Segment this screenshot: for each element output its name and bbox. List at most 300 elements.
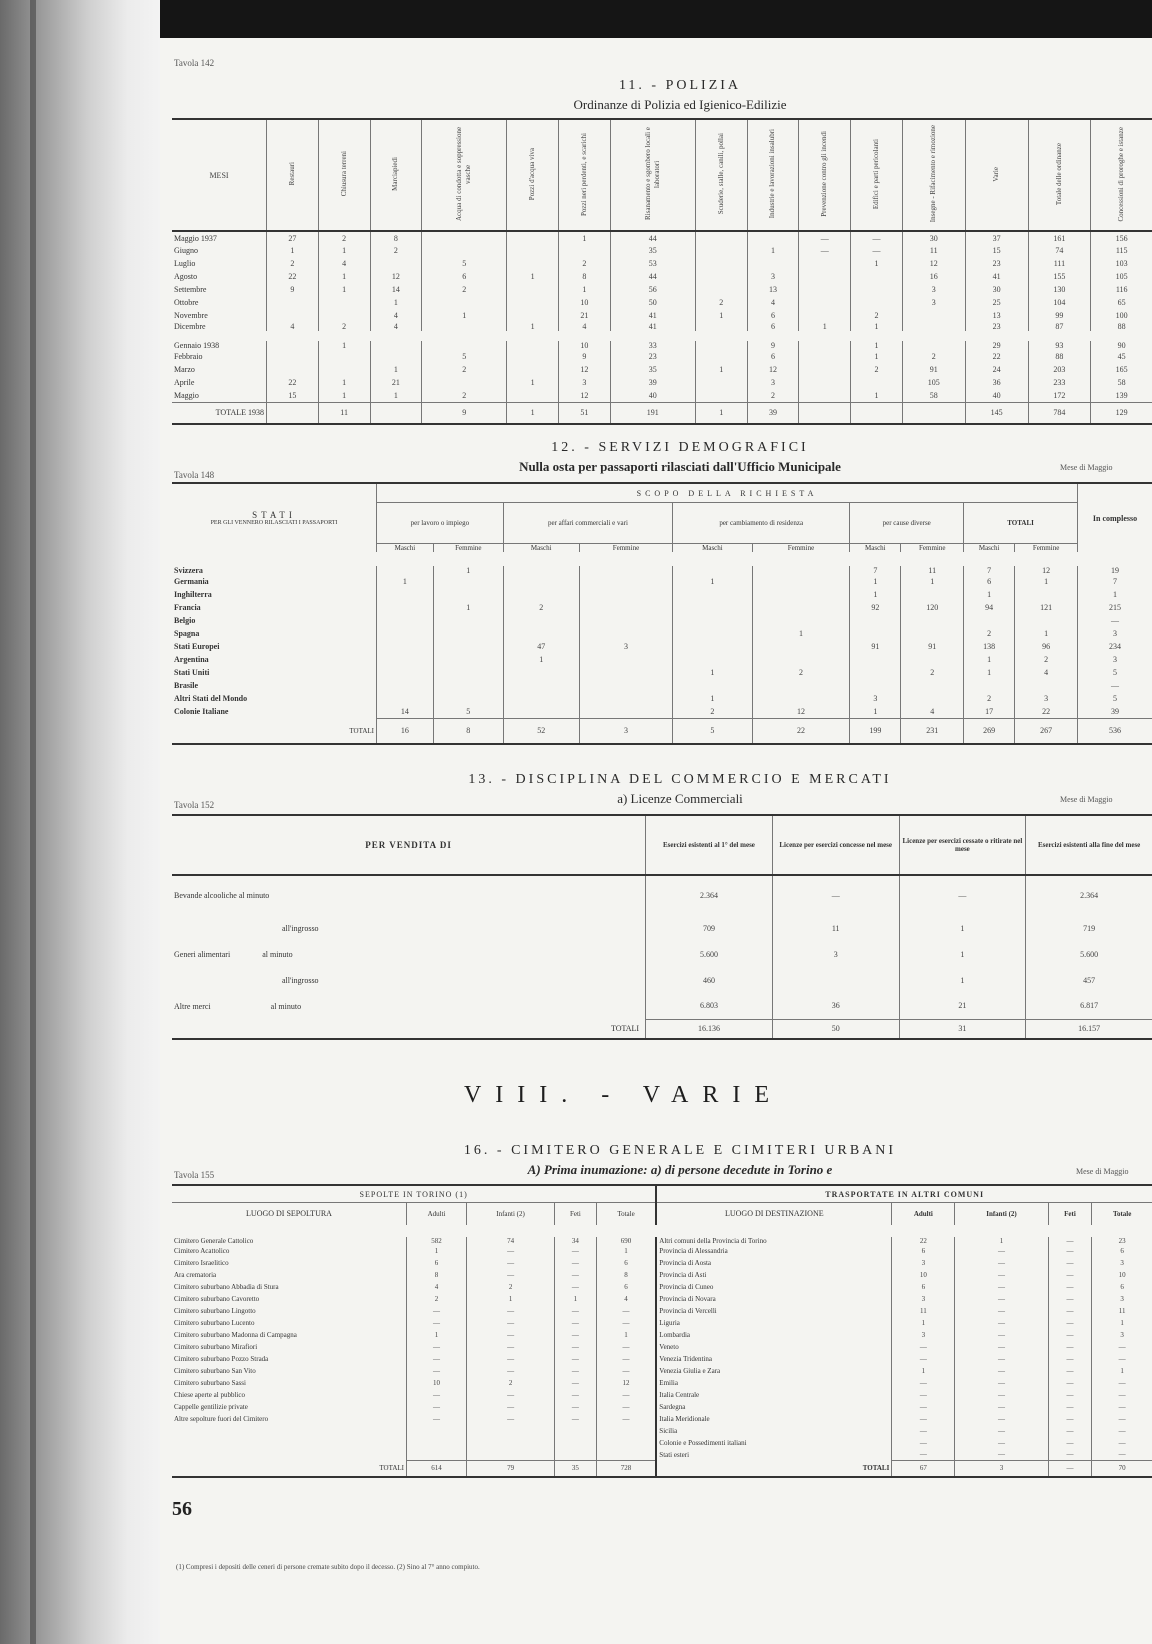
polizia-cell	[318, 363, 370, 376]
polizia-cell: 23	[965, 322, 1028, 336]
polizia-cell: 44	[610, 231, 695, 244]
polizia-cell	[422, 244, 507, 257]
varie-title: VIII. - VARIE	[463, 1082, 784, 1108]
polizia-cell	[507, 231, 559, 244]
demo-cell: 1	[964, 653, 1015, 666]
demo-group-header: per affari commerciali e vari	[503, 503, 672, 544]
polizia-row	[172, 270, 1152, 283]
comm-cell: 2.364	[646, 875, 773, 915]
polizia-cell	[902, 336, 965, 350]
polizia-table	[172, 118, 1152, 425]
demo-cell	[752, 601, 850, 614]
polizia-row	[172, 309, 1152, 322]
polizia-col-header	[422, 119, 507, 231]
polizia-col-label: Varie	[992, 166, 1001, 182]
sepoltura-cell: —	[467, 1341, 555, 1353]
sepoltura-cell: —	[407, 1341, 467, 1353]
demo-cell: 3	[1078, 627, 1152, 640]
polizia-cell: 1	[422, 309, 507, 322]
demo-total-cell: 22	[752, 718, 850, 744]
polizia-cell: 45	[1091, 350, 1152, 363]
polizia-cell: 4	[370, 322, 422, 336]
empty-cell	[407, 1437, 467, 1449]
sepoltura-cell: —	[596, 1401, 656, 1413]
demo-total-row	[172, 718, 1152, 744]
demo-row	[172, 640, 1152, 653]
polizia-cell: 15	[965, 244, 1028, 257]
maschi-header: Maschi	[503, 544, 579, 560]
destinazione-cell: 1	[892, 1365, 955, 1377]
comm-cell	[772, 967, 899, 993]
sepoltura-cell: 34	[555, 1231, 597, 1245]
polizia-cell: 41	[965, 270, 1028, 283]
comm-row-totali	[172, 1019, 1152, 1039]
polizia-cell: 16	[902, 270, 965, 283]
demo-cell	[433, 692, 503, 705]
polizia-row	[172, 296, 1152, 309]
polizia-cell: 103	[1091, 257, 1152, 270]
demo-cell: 7	[1078, 575, 1152, 588]
trasportate-total-cell: 70	[1092, 1461, 1152, 1477]
demo-cell	[377, 588, 434, 601]
sepoltura-cell: —	[467, 1317, 555, 1329]
polizia-cell: 12	[902, 257, 965, 270]
demo-cell: 7	[850, 559, 901, 575]
polizia-month: Agosto	[174, 272, 198, 281]
empty-cell	[467, 1437, 555, 1449]
sepoltura-cell: —	[467, 1413, 555, 1425]
mesi-header: MESI	[209, 170, 229, 180]
destinazione-label: Lombardia	[656, 1329, 892, 1341]
comm-row-bevande	[172, 875, 1152, 915]
demo-cell	[901, 692, 964, 705]
destinazione-cell: —	[892, 1389, 955, 1401]
polizia-cell: 3	[559, 376, 611, 389]
demo-cell: 2	[503, 601, 579, 614]
polizia-month: Giugno	[174, 246, 198, 255]
sepoltura-cell: 1	[407, 1245, 467, 1257]
polizia-row	[172, 376, 1152, 389]
comm-cell: 1	[899, 941, 1026, 967]
cim-row	[172, 1365, 1152, 1377]
complesso-header: In complesso	[1078, 483, 1152, 559]
polizia-cell	[422, 296, 507, 309]
polizia-cell: 1	[507, 322, 559, 336]
cim-col-header: Infanti (2)	[467, 1203, 555, 1231]
demo-cell: 3	[579, 640, 672, 653]
destinazione-cell: 6	[892, 1245, 955, 1257]
demo-cell: —	[1078, 679, 1152, 692]
polizia-cell	[422, 376, 507, 389]
destinazione-cell: —	[955, 1245, 1048, 1257]
demo-cell	[850, 627, 901, 640]
demo-cell	[503, 575, 579, 588]
demo-cell	[579, 601, 672, 614]
maschi-header: Maschi	[964, 544, 1015, 560]
sepoltura-cell: —	[555, 1365, 597, 1377]
comm-col-header: Licenze per esercizi concesse nel mese	[772, 815, 899, 875]
comm-cell: 2.364	[1026, 875, 1152, 915]
polizia-cell	[318, 296, 370, 309]
comm-cell: 11	[772, 915, 899, 941]
demo-cell	[964, 614, 1015, 627]
sepoltura-cell: —	[596, 1341, 656, 1353]
sepoltura-cell: 8	[596, 1269, 656, 1281]
demo-cell	[579, 588, 672, 601]
destinazione-label: Venezia Giulia e Zara	[656, 1365, 892, 1377]
empty-cell	[596, 1449, 656, 1461]
polizia-cell: 21	[370, 376, 422, 389]
demo-cell: 17	[964, 705, 1015, 718]
demo-cell: 4	[1015, 666, 1078, 679]
polizia-col-label: Scuderie, stalle, canili, pollai	[716, 133, 725, 215]
polizia-cell: 88	[1028, 350, 1091, 363]
polizia-month: Dicembre	[174, 322, 206, 331]
sepoltura-cell: 4	[407, 1281, 467, 1293]
destinazione-cell: 1	[1092, 1365, 1152, 1377]
demo-cell	[752, 692, 850, 705]
cim-row	[172, 1425, 1152, 1437]
polizia-total-cell: 39	[747, 402, 799, 424]
destinazione-cell: 6	[1092, 1281, 1152, 1293]
demo-cell: 1	[964, 666, 1015, 679]
sepoltura-cell: —	[555, 1413, 597, 1425]
polizia-cell: 1	[318, 270, 370, 283]
tavola-label: Tavola 142	[174, 58, 215, 68]
destinazione-cell: —	[955, 1365, 1048, 1377]
polizia-cell: 2	[559, 257, 611, 270]
polizia-cell: 99	[1028, 309, 1091, 322]
demo-cell: 5	[433, 705, 503, 718]
demo-cell	[579, 614, 672, 627]
polizia-total-cell	[902, 402, 965, 424]
destinazione-cell: —	[955, 1449, 1048, 1461]
destinazione-label: Provincia di Novara	[656, 1293, 892, 1305]
comm-cell: 1	[899, 967, 1026, 993]
destinazione-cell: 23	[1092, 1231, 1152, 1245]
demo-cell: 91	[901, 640, 964, 653]
cimitero-subtitle: A) Prima inumazione: a) di persone decedute in Torino e	[527, 1162, 833, 1177]
destinazione-label: Provincia di Vercelli	[656, 1305, 892, 1317]
comm-sub-label: al minuto	[262, 949, 293, 959]
comm-cell: 50	[772, 1019, 899, 1039]
sepoltura-label: Chiese aperte al pubblico	[174, 1390, 245, 1399]
polizia-col-header	[610, 119, 695, 231]
polizia-cell: 10	[559, 336, 611, 350]
polizia-cell: 12	[747, 363, 799, 376]
demo-cell	[503, 692, 579, 705]
polizia-cell: 1	[851, 336, 903, 350]
polizia-cell: 30	[965, 283, 1028, 296]
sepoltura-label: Cimitero suburbano Pozzo Strada	[174, 1354, 269, 1363]
destinazione-cell: —	[1048, 1401, 1092, 1413]
polizia-cell: 3	[902, 296, 965, 309]
luogo-sepoltura-header: LUOGO DI SEPOLTURA	[246, 1209, 332, 1219]
polizia-col-label: Pozzi neri perdenti, e scarichi	[579, 132, 588, 216]
demo-cell	[1015, 679, 1078, 692]
polizia-row	[172, 283, 1152, 296]
demo-total-cell: 536	[1078, 718, 1152, 744]
polizia-cell: 6	[747, 322, 799, 336]
destinazione-cell: —	[1048, 1449, 1092, 1461]
sepoltura-cell: —	[467, 1257, 555, 1269]
sepoltura-cell: —	[407, 1305, 467, 1317]
polizia-col-label: Pozzi d'acqua viva	[528, 147, 537, 201]
destinazione-cell: —	[955, 1281, 1048, 1293]
stati-header: STATI PER GLI VENNERO RILASCIATI I PASSAPORTI	[210, 510, 338, 526]
demo-cell	[673, 559, 752, 575]
demo-total-cell: 3	[579, 718, 672, 744]
polizia-cell	[422, 322, 507, 336]
demo-cell	[673, 588, 752, 601]
demo-cell: 1	[673, 666, 752, 679]
cim-row	[172, 1269, 1152, 1281]
demo-row	[172, 627, 1152, 640]
polizia-cell: 1	[851, 389, 903, 402]
polizia-total-label: TOTALE 1938	[215, 408, 264, 418]
polizia-cell: 139	[1091, 389, 1152, 402]
destinazione-label: Veneto	[656, 1341, 892, 1353]
polizia-cell: 35	[610, 244, 695, 257]
polizia-row	[172, 363, 1152, 376]
demo-cell: 1	[673, 575, 752, 588]
demo-cell	[752, 614, 850, 627]
destinazione-cell: 3	[1092, 1329, 1152, 1341]
demo-cell	[850, 653, 901, 666]
demo-row	[172, 601, 1152, 614]
demo-cell	[1015, 588, 1078, 601]
femmine-header: Femmine	[579, 544, 672, 560]
sepolte-total-cell: 79	[467, 1461, 555, 1477]
demo-cell: 1	[1078, 588, 1152, 601]
polizia-col-label: Concessioni di proroghe e istanze	[1117, 126, 1126, 222]
polizia-month: Settembre	[174, 285, 207, 294]
comm-group-label: Generi alimentari	[174, 949, 231, 959]
destinazione-cell: 6	[892, 1281, 955, 1293]
polizia-cell	[507, 244, 559, 257]
polizia-cell: 203	[1028, 363, 1091, 376]
polizia-total-cell: 1	[507, 402, 559, 424]
demo-cell	[433, 614, 503, 627]
comm-cell: 31	[899, 1019, 1026, 1039]
polizia-cell	[799, 389, 851, 402]
polizia-cell: 115	[1091, 244, 1152, 257]
empty-cell	[596, 1425, 656, 1437]
polizia-cell: 1	[507, 270, 559, 283]
sepoltura-cell: —	[596, 1389, 656, 1401]
sepolte-header: SEPOLTE IN TORINO (1)	[359, 1189, 468, 1199]
demo-cell: 1	[901, 575, 964, 588]
comm-col-header: Esercizi esistenti alla fine del mese	[1026, 815, 1152, 875]
sepoltura-cell: —	[555, 1341, 597, 1353]
polizia-cell: 2	[422, 363, 507, 376]
cim-row	[172, 1257, 1152, 1269]
sepoltura-label: Cimitero suburbano Sassi	[174, 1378, 246, 1387]
polizia-cell	[747, 231, 799, 244]
polizia-cell: 100	[1091, 309, 1152, 322]
cim-row	[172, 1413, 1152, 1425]
polizia-col-label: Edifici e parti pericolanti	[871, 138, 880, 210]
femmine-header: Femmine	[901, 544, 964, 560]
femmine-header: Femmine	[752, 544, 850, 560]
destinazione-cell: —	[1048, 1245, 1092, 1257]
demo-cell: 92	[850, 601, 901, 614]
polizia-cell: 90	[1091, 336, 1152, 350]
destinazione-cell: —	[1048, 1257, 1092, 1269]
polizia-cell: 5	[422, 257, 507, 270]
polizia-cell: 105	[902, 376, 965, 389]
polizia-row	[172, 389, 1152, 402]
sepoltura-cell: 6	[407, 1257, 467, 1269]
demo-stato: Belgio	[174, 616, 196, 625]
polizia-total-cell: 11	[318, 402, 370, 424]
polizia-cell: 2	[318, 322, 370, 336]
sepoltura-cell: —	[407, 1389, 467, 1401]
destinazione-cell: —	[955, 1329, 1048, 1341]
demografici-tavola: Tavola 148	[174, 470, 215, 480]
polizia-cell	[422, 231, 507, 244]
cim-col-header: Feti	[555, 1203, 597, 1231]
destinazione-cell: —	[955, 1293, 1048, 1305]
demo-cell	[433, 653, 503, 666]
polizia-cell: 13	[965, 309, 1028, 322]
polizia-cell	[370, 336, 422, 350]
polizia-col-label: Chiusura terreni	[339, 151, 348, 197]
polizia-cell: 4	[559, 322, 611, 336]
sepoltura-cell: —	[467, 1401, 555, 1413]
destinazione-cell: —	[1048, 1341, 1092, 1353]
demo-row	[172, 614, 1152, 627]
demo-cell: 91	[850, 640, 901, 653]
polizia-cell	[695, 376, 747, 389]
polizia-cell: 1	[318, 389, 370, 402]
sepoltura-cell: —	[555, 1305, 597, 1317]
polizia-cell: 37	[965, 231, 1028, 244]
demo-cell	[579, 679, 672, 692]
polizia-total-cell: 191	[610, 402, 695, 424]
polizia-cell: 155	[1028, 270, 1091, 283]
comm-row-altre-ingrosso	[172, 967, 1152, 993]
comm-cell: 21	[899, 993, 1026, 1019]
destinazione-cell: 1	[892, 1317, 955, 1329]
sepoltura-label: Cimitero suburbano Lingotto	[174, 1306, 256, 1315]
sepolte-total-cell: 728	[596, 1461, 656, 1477]
trasportate-total-cell: —	[1048, 1461, 1092, 1477]
demo-row	[172, 705, 1152, 718]
polizia-cell	[507, 257, 559, 270]
destinazione-label: Provincia di Asti	[656, 1269, 892, 1281]
polizia-cell	[507, 350, 559, 363]
polizia-cell: 40	[610, 389, 695, 402]
polizia-cell: 2	[318, 231, 370, 244]
destinazione-cell: —	[1048, 1231, 1092, 1245]
destinazione-label: Italia Centrale	[656, 1389, 892, 1401]
book-binding	[0, 0, 160, 1644]
demo-cell: 215	[1078, 601, 1152, 614]
polizia-cell: 11	[902, 244, 965, 257]
demo-cell: 5	[1078, 666, 1152, 679]
polizia-col-label: Marciapiedi	[391, 157, 400, 191]
polizia-cell	[851, 376, 903, 389]
demo-cell: 1	[433, 601, 503, 614]
polizia-col-label: Industrie e lavorazioni insalubri	[768, 129, 777, 219]
top-dark-band	[0, 0, 1152, 42]
destinazione-cell: —	[892, 1353, 955, 1365]
polizia-cell: 3	[902, 283, 965, 296]
demo-cell	[850, 614, 901, 627]
demo-cell: 2	[901, 666, 964, 679]
polizia-cell: 44	[610, 270, 695, 283]
destinazione-cell: —	[1092, 1377, 1152, 1389]
sepoltura-cell: —	[467, 1305, 555, 1317]
polizia-cell	[851, 296, 903, 309]
cim-row	[172, 1437, 1152, 1449]
polizia-cell	[695, 350, 747, 363]
polizia-cell: —	[799, 244, 851, 257]
polizia-cell	[902, 322, 965, 336]
comm-cell: 5.600	[1026, 941, 1152, 967]
demografici-title: 12. - SERVIZI DEMOGRAFICI	[551, 440, 809, 455]
destinazione-cell: 3	[892, 1257, 955, 1269]
sepoltura-cell: 12	[596, 1377, 656, 1389]
demo-cell	[752, 679, 850, 692]
polizia-cell	[799, 257, 851, 270]
demo-cell: 39	[1078, 705, 1152, 718]
destinazione-cell: —	[892, 1425, 955, 1437]
polizia-cell	[507, 389, 559, 402]
polizia-cell: 6	[747, 350, 799, 363]
polizia-total-cell	[851, 402, 903, 424]
sepoltura-cell: —	[467, 1329, 555, 1341]
cim-row	[172, 1449, 1152, 1461]
comm-col-header: Licenze per esercizi cessate o ritirate nel mese	[899, 815, 1026, 875]
polizia-cell	[695, 231, 747, 244]
demo-cell: 94	[964, 601, 1015, 614]
demo-cell	[377, 653, 434, 666]
polizia-cell: 105	[1091, 270, 1152, 283]
destinazione-cell: —	[892, 1437, 955, 1449]
sepoltura-cell: 10	[407, 1377, 467, 1389]
polizia-cell	[267, 350, 319, 363]
commercio-title: 13. - DISCIPLINA DEL COMMERCIO E MERCATI	[468, 772, 892, 787]
demo-cell: 1	[850, 705, 901, 718]
sepoltura-label: Cappelle gentilizie private	[174, 1402, 248, 1411]
demo-cell: 96	[1015, 640, 1078, 653]
polizia-cell	[799, 336, 851, 350]
demo-cell	[433, 679, 503, 692]
sepoltura-cell: —	[407, 1353, 467, 1365]
demo-cell	[503, 627, 579, 640]
demo-stato: Stati Uniti	[174, 668, 210, 677]
polizia-cell: —	[851, 231, 903, 244]
destinazione-cell: 10	[892, 1269, 955, 1281]
polizia-cell: 2	[695, 296, 747, 309]
sepoltura-cell: —	[467, 1389, 555, 1401]
polizia-cell: 233	[1028, 376, 1091, 389]
demo-cell: 138	[964, 640, 1015, 653]
polizia-cell: 53	[610, 257, 695, 270]
destinazione-cell: —	[892, 1377, 955, 1389]
polizia-cell: 8	[559, 270, 611, 283]
destinazione-cell: —	[955, 1425, 1048, 1437]
polizia-cell	[267, 363, 319, 376]
femmine-header: Femmine	[433, 544, 503, 560]
sepoltura-cell: 74	[467, 1231, 555, 1245]
empty-cell	[467, 1449, 555, 1461]
polizia-cell: 1	[318, 376, 370, 389]
sepoltura-label: Cimitero Acattolico	[174, 1246, 230, 1255]
demo-cell	[377, 666, 434, 679]
